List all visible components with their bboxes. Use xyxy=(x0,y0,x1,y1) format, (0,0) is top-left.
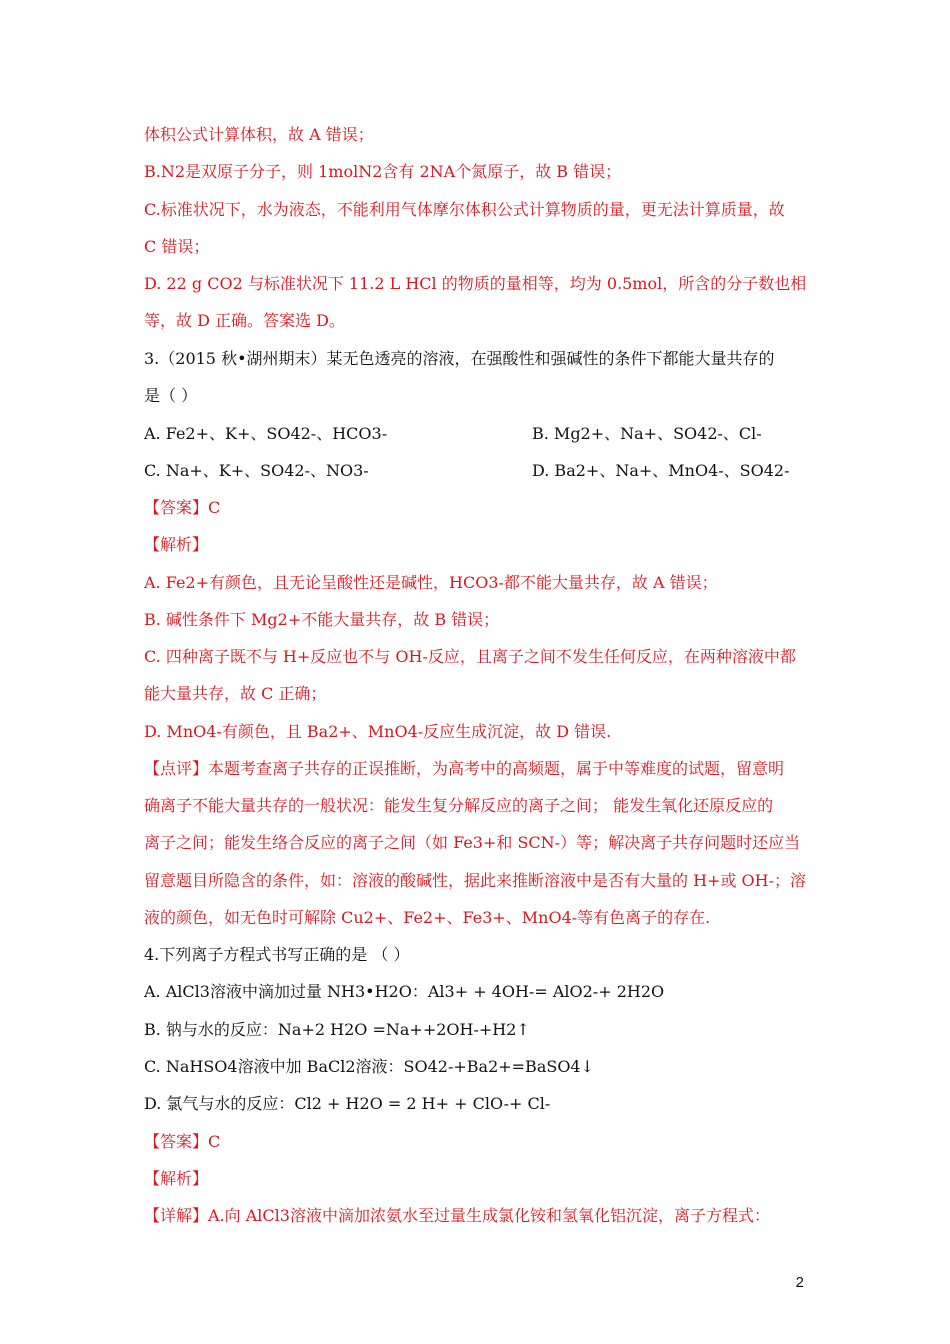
text-line: D. MnO4-有颜色，且 Ba2+、MnO4-反应生成沉淀，故 D 错误. xyxy=(144,722,612,741)
answer-heading: 【答案】C xyxy=(144,498,221,517)
text-line: A. Fe2+有颜色，且无论呈酸性还是碱性，HCO3-都不能大量共存，故 A 错误； xyxy=(144,573,718,592)
text-line: 能大量共存，故 C 正确； xyxy=(144,684,327,703)
question-3-text: 3.（2015 秋•湖州期末）某无色透亮的溶液，在强酸性和强碱性的条件下都能大量共存的 xyxy=(144,349,775,368)
question-4-text: 4.下列离子方程式书写正确的是 （ ） xyxy=(144,945,410,964)
text-line: 等，故 D 正确。答案选 D。 xyxy=(144,311,345,330)
answer-heading: 【答案】C xyxy=(144,1132,221,1151)
option-a: A. AlCl3溶液中滴加过量 NH3•H2O：Al3+ + 4OH-= AlO2-+ 2H2O xyxy=(144,982,665,1001)
text-line: C. 四种离子既不与 H+反应也不与 OH-反应，且离子之间不发生任何反应，在两种溶液中都 xyxy=(144,647,796,666)
text-line: D. 22 g CO2 与标准状况下 11.2 L HCl 的物质的量相等，均为 0.5mol，所含的分子数也相 xyxy=(144,274,807,293)
option-b: B. Mg2+、Na+、SO42-、Cl- xyxy=(532,424,762,443)
option-c: C. NaHSO4溶液中加 BaCl2溶液：SO42-+Ba2+=BaSO4↓ xyxy=(144,1057,595,1076)
option-b: B. 钠与水的反应：Na+2 H2O =Na++2OH-+H2↑ xyxy=(144,1020,530,1039)
comment-text: 离子之间；能发生络合反应的离子之间（如 Fe3+和 SCN-）等；解决离子共存问题时还应当 xyxy=(144,833,801,852)
option-d: D. Ba2+、Na+、MnO4-、SO42- xyxy=(532,461,790,480)
text-line: C.标准状况下，水为液态，不能利用气体摩尔体积公式计算物质的量，更无法计算质量，故 xyxy=(144,200,785,219)
analysis-heading: 【解析】 xyxy=(144,535,209,554)
option-d: D. 氯气与水的反应：Cl2 + H2O = 2 H+ + ClO-+ Cl- xyxy=(144,1094,551,1113)
option-a: A. Fe2+、K+、SO42-、HCO3- xyxy=(144,424,388,443)
comment-text: 留意题目所隐含的条件，如：溶液的酸碱性，据此来推断溶液中是否有大量的 H+或 OH-；溶 xyxy=(144,871,807,890)
comment-text: 液的颜色，如无色时可解除 Cu2+、Fe2+、Fe3+、MnO4-等有色离子的存在. xyxy=(144,908,711,927)
text-line: C 错误； xyxy=(144,237,210,256)
question-3-text: 是（ ） xyxy=(144,386,198,405)
comment-text: 【点评】本题考查离子共存的正误推断，为高考中的高频题，属于中等难度的试题，留意明 xyxy=(144,759,785,778)
text-line: B. 碱性条件下 Mg2+不能大量共存，故 B 错误； xyxy=(144,610,500,629)
comment-text: 确离子不能大量共存的一般状况：能发生复分解反应的离子之间； 能发生氧化还原反应的 xyxy=(144,796,774,815)
detail-text: 【详解】A.向 AlCl3溶液中滴加浓氨水至过量生成氯化铵和氢氧化铝沉淀，离子方程式： xyxy=(144,1206,770,1225)
text-line: 体积公式计算体积，故 A 错误； xyxy=(144,125,374,144)
option-c: C. Na+、K+、SO42-、NO3- xyxy=(144,461,369,480)
text-line: B.N2是双原子分子，则 1molN2含有 2NA个氮原子，故 B 错误； xyxy=(144,162,622,181)
analysis-heading: 【解析】 xyxy=(144,1169,209,1188)
page-number: 2 xyxy=(795,1274,804,1291)
